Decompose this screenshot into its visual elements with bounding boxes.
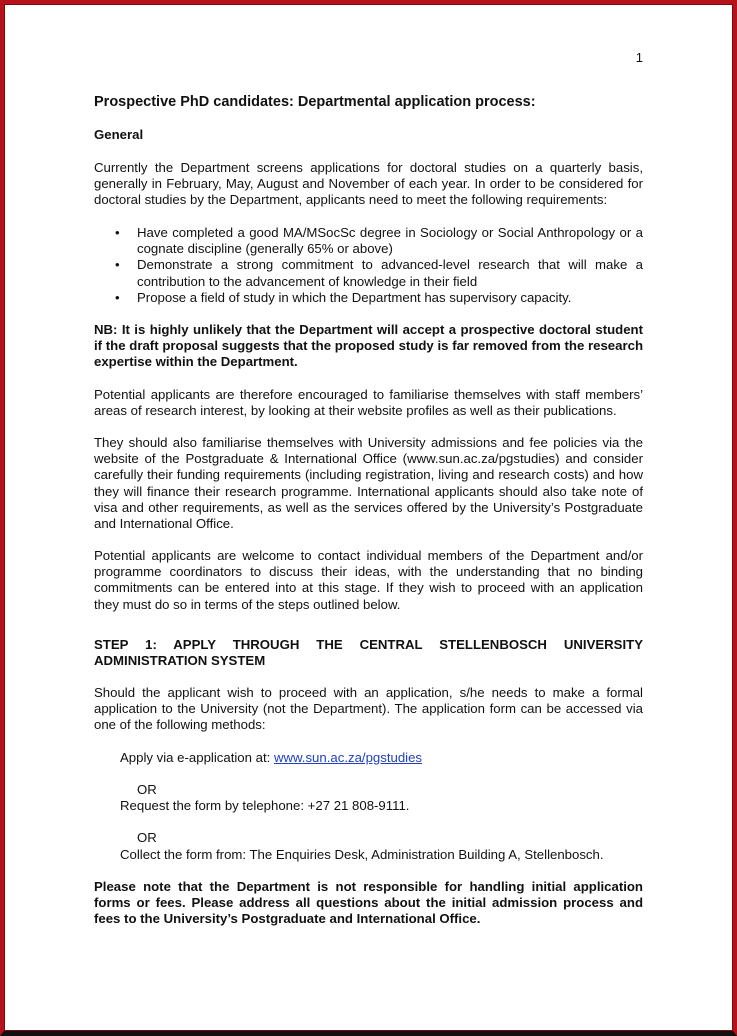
requirement-text: Demonstrate a strong commitment to advanced-level research that will make a contribution to the advancement of knowledge in their field — [137, 257, 643, 289]
page-number: 1 — [635, 50, 643, 65]
step1-heading-line1: STEP 1: APPLY THROUGH THE CENTRAL STELLENBOSCH UNIVERSITY — [94, 637, 643, 652]
policies-text: They should also familiarise themselves with University admissions and fee policies via the website of the Postgraduate & International Office (www.sun.ac.za/pgstudies) and consider carefully their funding requirements (including registration, living and research costs) and how they will finance their research programme. International applicants should also take note of visa and other requirements, as well as the services offered by the University’s Postgraduate and International Office. — [94, 435, 643, 532]
contact-text: Potential applicants are welcome to contact individual members of the Department and/or programme coordinators to discuss their ideas, with the understanding that no binding commitments can be entered into at this stage. If they wish to proceed with an application they must do so in terms of the steps outlined below. — [94, 548, 643, 612]
nb-note-text: NB: It is highly unlikely that the Department will accept a prospective doctoral student if the draft proposal suggests that the proposed study is far removed from the research expertise within the Department. — [94, 322, 643, 370]
step1-heading — [94, 637, 643, 669]
method-collect: Collect the form from: The Enquiries Desk, Administration Building A, Stellenbosch. — [120, 847, 604, 862]
step1-intro-paragraph — [94, 685, 643, 734]
requirement-text: Have completed a good MA/MSocSc degree in Sociology or Social Anthropology or a cognate discipline (generally 65% or above) — [137, 225, 643, 257]
staff-text: Potential applicants are therefore encouraged to familiarise themselves with staff members’ areas of research interest, by looking at their website profiles as well as their publications. — [94, 387, 643, 419]
closing-note — [94, 879, 643, 928]
nb-note — [94, 322, 643, 371]
bullet-icon: • — [115, 225, 120, 240]
step1-heading-line2: ADMINISTRATION SYSTEM — [94, 653, 266, 669]
method-phone: Request the form by telephone: +27 21 808-9111. — [120, 798, 410, 813]
list-item — [94, 290, 643, 306]
general-heading: General — [94, 127, 144, 142]
requirements-list — [94, 225, 643, 306]
staff-paragraph — [94, 387, 643, 419]
intro-paragraph — [94, 160, 643, 209]
method-online-label: Apply via e-application at: — [120, 750, 274, 765]
method-online — [94, 750, 669, 766]
list-item — [94, 225, 643, 257]
page-title: Prospective PhD candidates: Departmental application process: — [94, 94, 536, 110]
policies-paragraph — [94, 435, 643, 532]
closing-note-text: Please note that the Department is not responsible for handling initial application forms or fees. Please address all questions about the initial admission process and fees to the University’s Postgraduate and International Office. — [94, 879, 643, 927]
bullet-icon: • — [115, 289, 120, 305]
or-separator: OR — [137, 782, 157, 797]
requirement-text: Propose a field of study in which the Department has supervisory capacity. — [137, 289, 572, 305]
or-separator: OR — [137, 830, 157, 845]
intro-text: Currently the Department screens applications for doctoral studies on a quarterly basis, generally in February, May, August and November of each year. In order to be considered for doctoral studies by the Department, applicants need to meet the following requirements: — [94, 160, 643, 208]
pgstudies-link[interactable]: www.sun.ac.za/pgstudies — [273, 750, 423, 765]
list-item — [94, 257, 643, 289]
step1-intro-text: Should the applicant wish to proceed with an application, s/he needs to make a formal application to the University (not the Department). The application form can be accessed via one of the following methods: — [94, 685, 643, 733]
contact-paragraph — [94, 548, 643, 613]
bullet-icon: • — [115, 257, 120, 273]
